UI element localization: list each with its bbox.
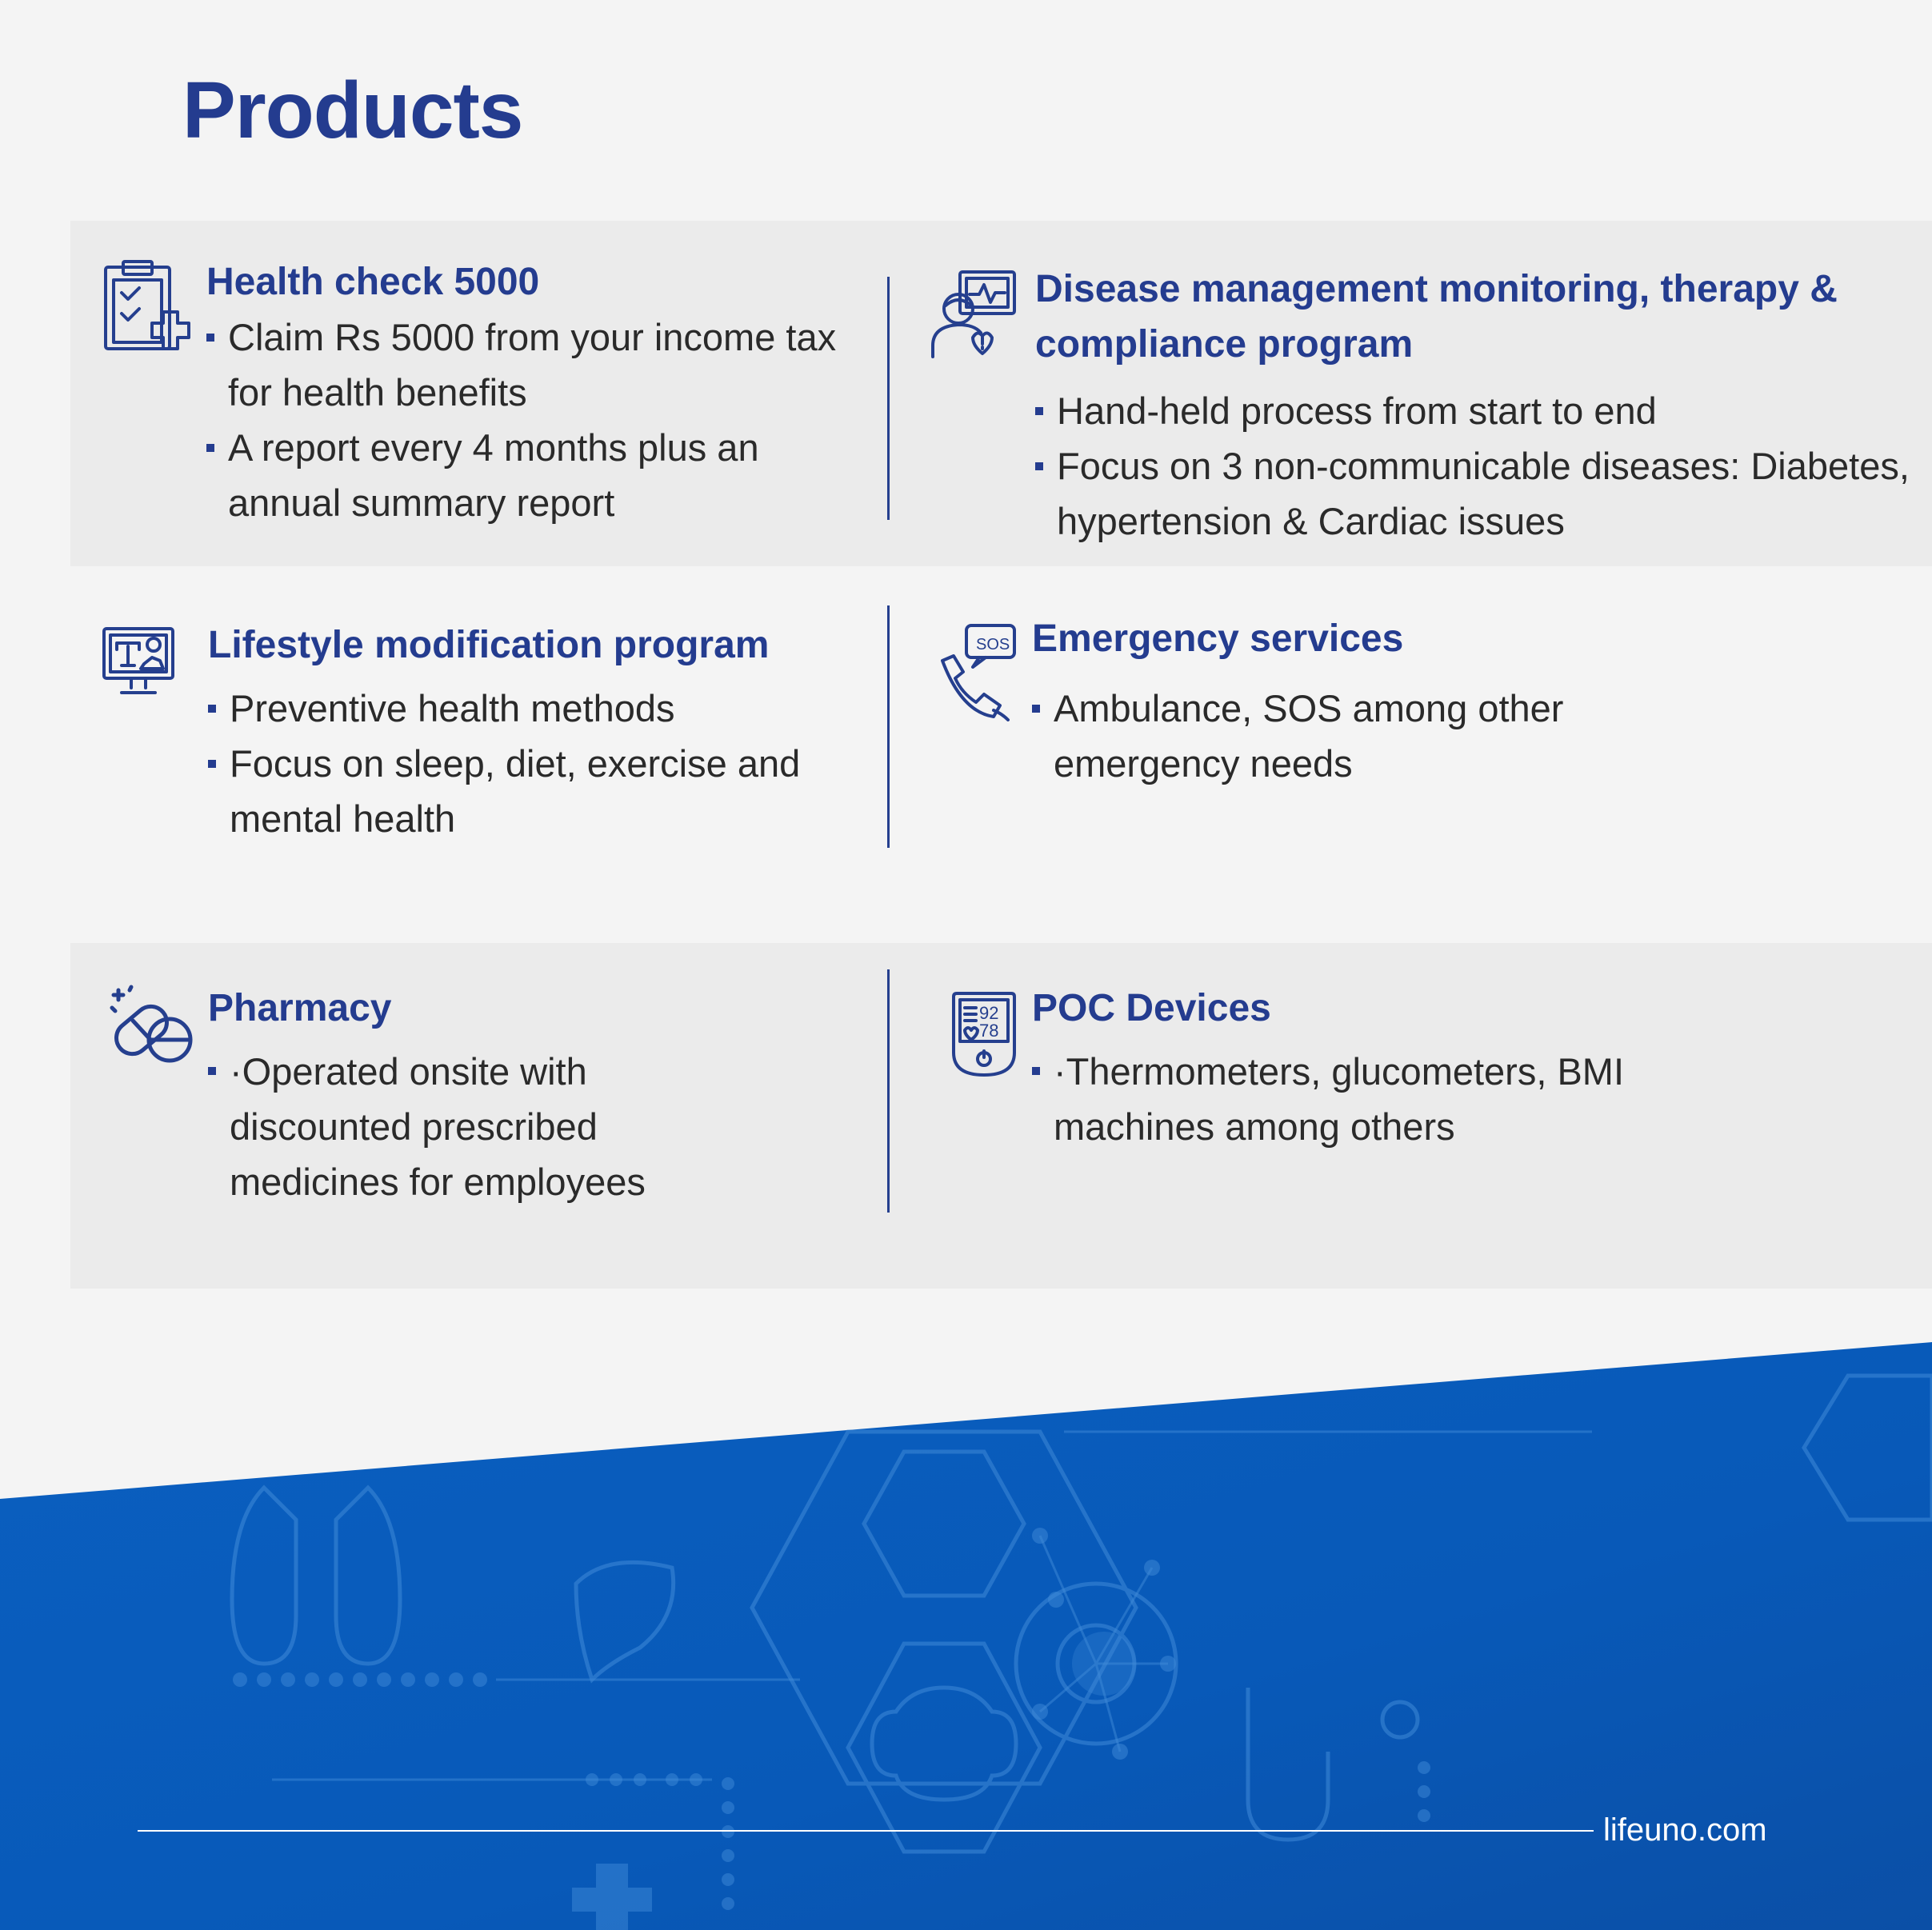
footer-divider [138, 1830, 1594, 1832]
card-bullet: ·Thermometers, glucometers, BMI machines among others [1032, 1044, 1662, 1154]
card-bullet: Ambulance, SOS among other emergency needs [1032, 681, 1566, 791]
card-bullet: A report every 4 months plus an annual summary report [206, 420, 862, 530]
card-title: Health check 5000 [206, 261, 540, 303]
card-bullet: ·Operated onsite with discounted prescribed medicines for employees [208, 1044, 742, 1209]
card-title: Lifestyle modification program [208, 624, 770, 666]
card-title: Pharmacy [208, 987, 392, 1029]
card-title: Disease management monitoring, therapy & compliance program [1035, 268, 1838, 366]
card-title: Emergency services [1032, 617, 1404, 660]
card-bullet: Preventive health methods [208, 681, 880, 736]
card-bullet: Claim Rs 5000 from your income tax for health benefits [206, 310, 862, 420]
svg-text:92: 92 [979, 1003, 999, 1023]
card-bullet: Hand-held process from start to end [1035, 383, 1923, 438]
card-bullet: Focus on sleep, diet, exercise and mental health [208, 736, 880, 846]
footer-url[interactable]: lifeuno.com [1603, 1812, 1767, 1848]
card-bullet: Focus on 3 non-communicable diseases: Diabetes, hypertension & Cardiac issues [1035, 438, 1923, 549]
svg-text:78: 78 [979, 1021, 999, 1041]
svg-text:SOS: SOS [976, 636, 1010, 653]
page-title: Products [182, 66, 523, 155]
card-title: POC Devices [1032, 987, 1271, 1029]
